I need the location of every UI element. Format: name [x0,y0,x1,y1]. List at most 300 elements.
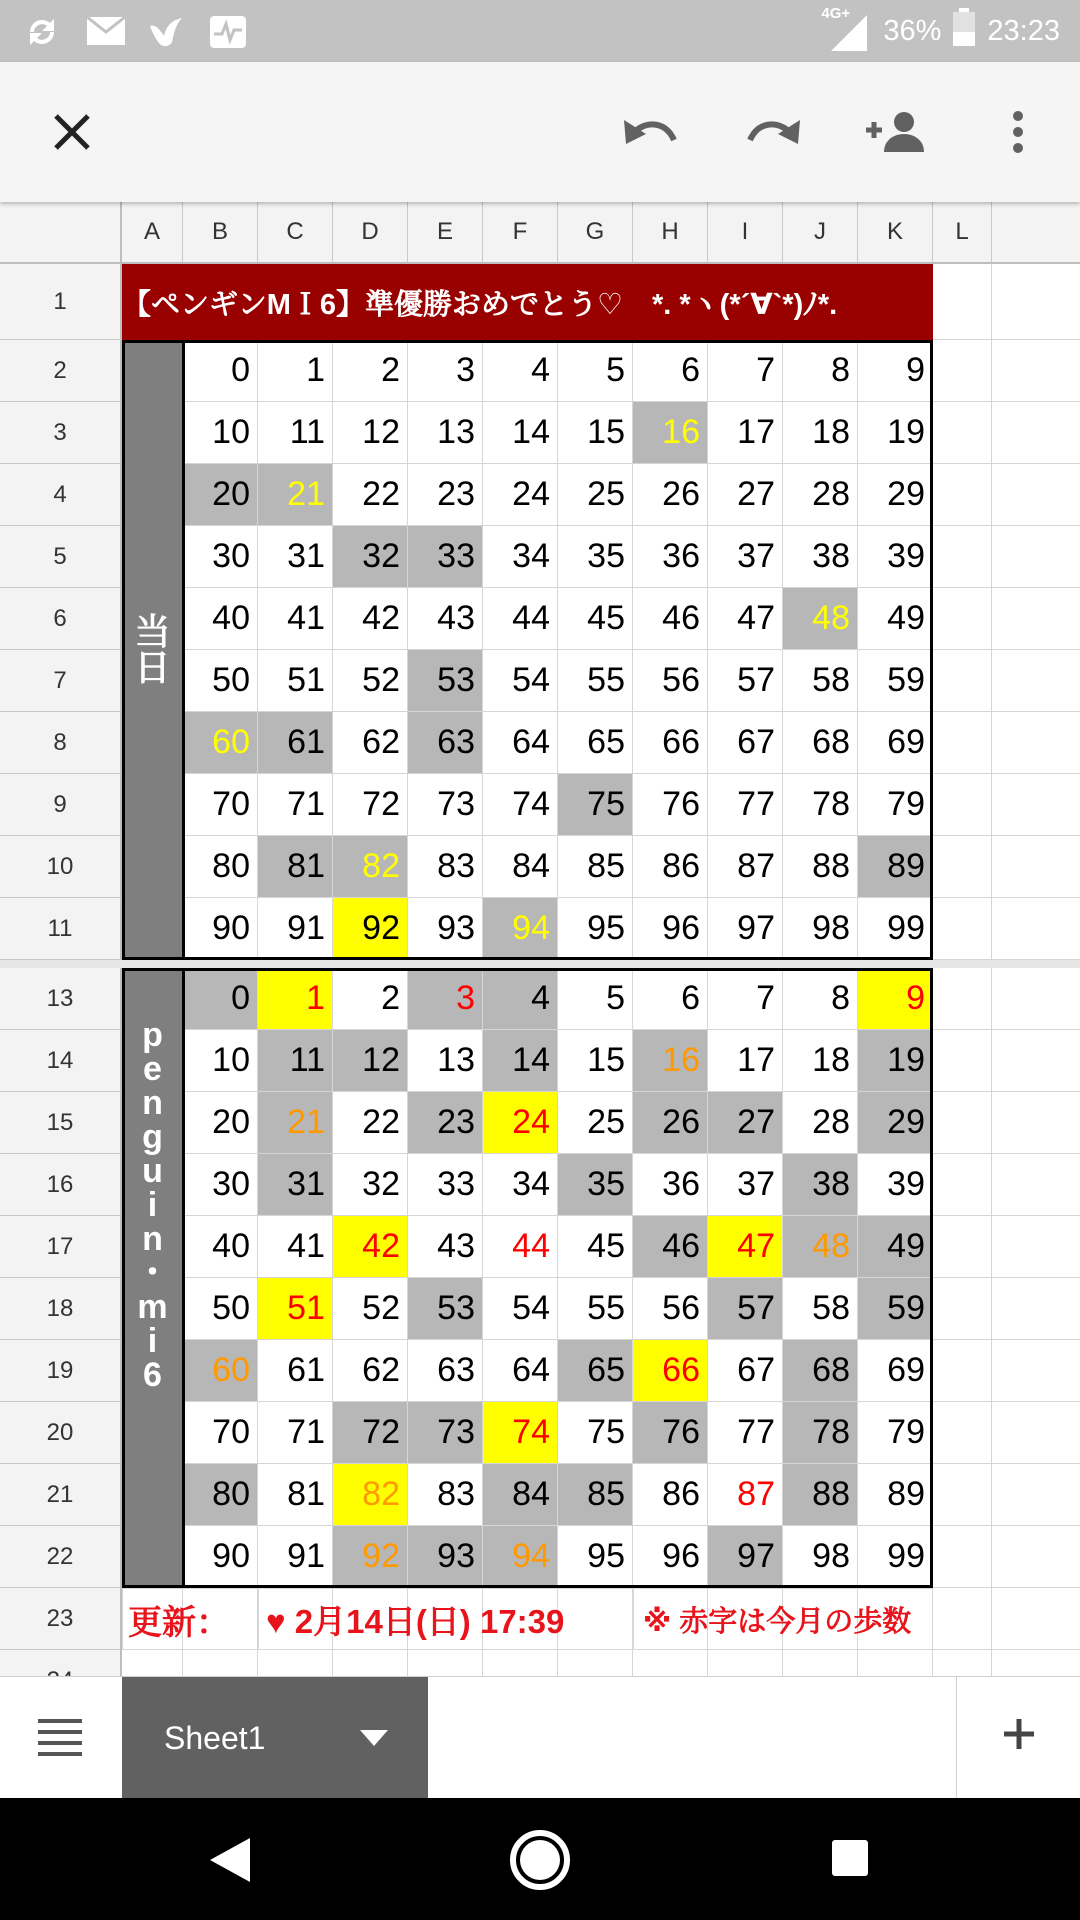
number-cell[interactable]: 9 [858,968,933,1030]
number-cell[interactable]: 11 [258,402,333,464]
number-cell[interactable]: 18 [783,1030,858,1092]
number-cell[interactable]: 72 [333,774,408,836]
number-cell[interactable]: 66 [633,1340,708,1402]
column-header[interactable]: J [783,202,858,264]
number-cell[interactable]: 34 [483,526,558,588]
row-header[interactable]: 2 [0,340,122,402]
row-header[interactable]: 20 [0,1402,122,1464]
number-cell[interactable]: 72 [333,1402,408,1464]
number-cell[interactable]: 33 [408,1154,483,1216]
number-cell[interactable]: 0 [183,968,258,1030]
back-button[interactable] [206,1836,252,1889]
side-label-penguin [122,968,183,1588]
cell[interactable] [933,712,992,774]
number-cell[interactable]: 4 [483,340,558,402]
number-cell[interactable]: 0 [183,340,258,402]
number-cell[interactable]: 19 [858,402,933,464]
number-cell[interactable]: 96 [633,898,708,960]
number-cell[interactable]: 8 [783,340,858,402]
cell[interactable] [933,526,992,588]
number-cell[interactable]: 77 [708,1402,783,1464]
number-cell[interactable]: 32 [333,1154,408,1216]
number-cell[interactable]: 16 [633,1030,708,1092]
row-header[interactable]: 8 [0,712,122,774]
number-cell[interactable]: 28 [783,1092,858,1154]
number-cell[interactable]: 38 [783,526,858,588]
number-cell[interactable]: 45 [558,1216,633,1278]
number-cell[interactable]: 80 [183,836,258,898]
number-cell[interactable]: 1 [258,340,333,402]
number-cell[interactable]: 90 [183,898,258,960]
number-cell[interactable]: 17 [708,402,783,464]
row-header[interactable]: 5 [0,526,122,588]
number-cell[interactable]: 85 [558,836,633,898]
number-cell[interactable]: 31 [258,1154,333,1216]
number-cell[interactable]: 89 [858,836,933,898]
number-cell[interactable]: 70 [183,1402,258,1464]
number-cell[interactable]: 99 [858,1526,933,1588]
number-cell[interactable]: 37 [708,526,783,588]
number-cell[interactable]: 7 [708,340,783,402]
cell[interactable] [933,1030,992,1092]
cell[interactable] [933,1340,992,1402]
number-cell[interactable]: 59 [858,1278,933,1340]
number-cell[interactable]: 63 [408,1340,483,1402]
number-cell[interactable]: 40 [183,1216,258,1278]
number-cell[interactable]: 65 [558,1340,633,1402]
number-cell[interactable]: 61 [258,712,333,774]
number-cell[interactable]: 61 [258,1340,333,1402]
number-cell[interactable]: 55 [558,650,633,712]
cell[interactable] [992,464,1080,526]
number-cell[interactable]: 14 [483,1030,558,1092]
number-cell[interactable]: 20 [183,464,258,526]
cell[interactable] [992,588,1080,650]
number-cell[interactable]: 96 [633,1526,708,1588]
number-cell[interactable]: 34 [483,1154,558,1216]
cell[interactable] [992,526,1080,588]
number-cell[interactable]: 30 [183,526,258,588]
spreadsheet-grid[interactable] [0,202,1080,1676]
redo-button[interactable] [742,100,806,164]
number-cell[interactable]: 84 [483,1464,558,1526]
number-cell[interactable]: 25 [558,1092,633,1154]
number-cell[interactable]: 24 [483,1092,558,1154]
number-cell[interactable]: 77 [708,774,783,836]
number-cell[interactable]: 4 [483,968,558,1030]
number-cell[interactable]: 49 [858,1216,933,1278]
number-cell[interactable]: 15 [558,1030,633,1092]
number-cell[interactable]: 2 [333,968,408,1030]
number-cell[interactable]: 13 [408,402,483,464]
number-cell[interactable]: 95 [558,898,633,960]
number-cell[interactable]: 21 [258,464,333,526]
number-cell[interactable]: 44 [483,588,558,650]
number-cell[interactable]: 3 [408,968,483,1030]
number-cell[interactable]: 58 [783,1278,858,1340]
number-cell[interactable]: 22 [333,464,408,526]
cell[interactable] [933,1526,992,1588]
number-cell[interactable]: 84 [483,836,558,898]
cell[interactable] [933,898,992,960]
number-cell[interactable]: 43 [408,588,483,650]
cell[interactable] [992,968,1080,1030]
number-cell[interactable]: 81 [258,1464,333,1526]
cell[interactable] [933,968,992,1030]
cell[interactable] [992,712,1080,774]
number-cell[interactable]: 70 [183,774,258,836]
number-cell[interactable]: 20 [183,1092,258,1154]
add-sheet-button[interactable] [1002,1717,1036,1751]
number-cell[interactable]: 64 [483,712,558,774]
cell[interactable] [933,1464,992,1526]
cell[interactable] [992,650,1080,712]
number-cell[interactable]: 54 [483,1278,558,1340]
cell[interactable] [933,774,992,836]
number-cell[interactable]: 50 [183,1278,258,1340]
cell[interactable] [992,1154,1080,1216]
number-cell[interactable]: 75 [558,774,633,836]
number-cell[interactable]: 12 [333,402,408,464]
number-cell[interactable]: 51 [258,1278,333,1340]
number-cell[interactable]: 79 [858,1402,933,1464]
row-header[interactable]: 19 [0,1340,122,1402]
cell[interactable] [992,1340,1080,1402]
column-header[interactable]: C [258,202,333,264]
updated-label: 更新： [128,1603,230,1642]
home-button[interactable] [508,1828,572,1897]
number-cell[interactable]: 88 [783,836,858,898]
number-cell[interactable]: 38 [783,1154,858,1216]
number-cell[interactable]: 94 [483,1526,558,1588]
number-cell[interactable]: 42 [333,1216,408,1278]
number-cell[interactable]: 97 [708,1526,783,1588]
number-cell[interactable]: 5 [558,968,633,1030]
row-header[interactable]: 13 [0,968,122,1030]
number-cell[interactable]: 73 [408,774,483,836]
number-cell[interactable]: 71 [258,1402,333,1464]
number-cell[interactable]: 81 [258,836,333,898]
number-cell[interactable]: 67 [708,1340,783,1402]
number-cell[interactable]: 83 [408,836,483,898]
cell[interactable] [933,1402,992,1464]
number-cell[interactable]: 98 [783,1526,858,1588]
column-header[interactable]: I [708,202,783,264]
cell[interactable] [992,402,1080,464]
undo-button[interactable] [618,100,682,164]
column-header[interactable]: K [858,202,933,264]
number-cell[interactable]: 49 [858,588,933,650]
number-cell[interactable]: 27 [708,1092,783,1154]
number-cell[interactable]: 53 [408,650,483,712]
number-cell[interactable]: 39 [858,1154,933,1216]
number-cell[interactable]: 36 [633,1154,708,1216]
number-cell[interactable]: 91 [258,1526,333,1588]
row-header[interactable]: 7 [0,650,122,712]
number-cell[interactable]: 48 [783,1216,858,1278]
cell[interactable] [992,1402,1080,1464]
number-cell[interactable]: 25 [558,464,633,526]
number-cell[interactable]: 52 [333,650,408,712]
cell[interactable] [992,774,1080,836]
cell[interactable] [933,836,992,898]
number-cell[interactable]: 51 [258,650,333,712]
number-cell[interactable]: 69 [858,712,933,774]
more-options-button[interactable] [986,100,1050,164]
sync-icon [22,12,62,57]
number-cell[interactable]: 98 [783,898,858,960]
number-cell[interactable]: 27 [708,464,783,526]
number-cell[interactable]: 19 [858,1030,933,1092]
number-cell[interactable]: 7 [708,968,783,1030]
row-header[interactable]: 23 [0,1588,122,1650]
number-cell[interactable]: 33 [408,526,483,588]
number-cell[interactable]: 89 [858,1464,933,1526]
cell[interactable] [992,898,1080,960]
number-cell[interactable]: 41 [258,588,333,650]
row-header[interactable]: 1 [0,264,122,340]
column-header[interactable]: A [122,202,183,264]
row-header[interactable]: 14 [0,1030,122,1092]
cell[interactable] [992,1464,1080,1526]
number-cell[interactable]: 57 [708,1278,783,1340]
number-cell[interactable]: 74 [483,774,558,836]
number-cell[interactable]: 62 [333,1340,408,1402]
dropdown-arrow-icon[interactable] [360,1730,388,1746]
recents-button[interactable] [830,1838,870,1883]
number-cell[interactable]: 3 [408,340,483,402]
number-cell[interactable]: 37 [708,1154,783,1216]
number-cell[interactable]: 76 [633,774,708,836]
number-cell[interactable]: 54 [483,650,558,712]
cell[interactable] [933,340,992,402]
number-cell[interactable]: 62 [333,712,408,774]
number-cell[interactable]: 29 [858,1092,933,1154]
sheet-list-button[interactable] [38,1717,82,1759]
number-cell[interactable]: 80 [183,1464,258,1526]
number-cell[interactable]: 73 [408,1402,483,1464]
cell[interactable] [933,588,992,650]
number-cell[interactable]: 86 [633,1464,708,1526]
number-cell[interactable]: 93 [408,1526,483,1588]
number-cell[interactable]: 22 [333,1092,408,1154]
number-cell[interactable]: 60 [183,1340,258,1402]
number-cell[interactable]: 40 [183,588,258,650]
number-cell[interactable]: 45 [558,588,633,650]
number-cell[interactable]: 95 [558,1526,633,1588]
number-cell[interactable]: 29 [858,464,933,526]
number-cell[interactable]: 82 [333,836,408,898]
cell[interactable] [933,402,992,464]
cell[interactable] [933,1092,992,1154]
number-cell[interactable]: 47 [708,588,783,650]
row-header[interactable]: 16 [0,1154,122,1216]
number-cell[interactable]: 6 [633,968,708,1030]
number-cell[interactable]: 21 [258,1092,333,1154]
cell[interactable] [992,1526,1080,1588]
number-cell[interactable]: 10 [183,402,258,464]
number-cell[interactable]: 90 [183,1526,258,1588]
number-cell[interactable]: 18 [783,402,858,464]
number-cell[interactable]: 39 [858,526,933,588]
number-cell[interactable]: 43 [408,1216,483,1278]
cell[interactable] [933,1278,992,1340]
cell[interactable] [992,1278,1080,1340]
cell[interactable] [933,1154,992,1216]
row-header[interactable]: 6 [0,588,122,650]
number-cell[interactable]: 12 [333,1030,408,1092]
number-cell[interactable]: 24 [483,464,558,526]
close-button[interactable] [40,100,104,164]
footer-cell-border [633,1588,933,1650]
number-cell[interactable]: 74 [483,1402,558,1464]
row-header[interactable]: 17 [0,1216,122,1278]
column-header[interactable]: B [183,202,258,264]
cell[interactable] [933,1216,992,1278]
number-cell[interactable]: 41 [258,1216,333,1278]
number-cell[interactable]: 69 [858,1340,933,1402]
share-button[interactable] [864,100,928,164]
number-cell[interactable]: 36 [633,526,708,588]
number-cell[interactable]: 56 [633,1278,708,1340]
cell[interactable] [992,836,1080,898]
number-cell[interactable]: 87 [708,1464,783,1526]
number-cell[interactable]: 35 [558,526,633,588]
number-cell[interactable]: 57 [708,650,783,712]
number-cell[interactable]: 99 [858,898,933,960]
number-cell[interactable]: 92 [333,1526,408,1588]
number-cell[interactable]: 59 [858,650,933,712]
column-header[interactable]: E [408,202,483,264]
row-header[interactable]: 10 [0,836,122,898]
number-cell[interactable]: 44 [483,1216,558,1278]
number-cell[interactable]: 52 [333,1278,408,1340]
number-cell[interactable]: 28 [783,464,858,526]
number-cell[interactable]: 63 [408,712,483,774]
number-cell[interactable]: 11 [258,1030,333,1092]
cell[interactable] [992,340,1080,402]
number-cell[interactable]: 87 [708,836,783,898]
number-cell[interactable]: 23 [408,1092,483,1154]
number-cell[interactable]: 93 [408,898,483,960]
cell[interactable] [933,650,992,712]
number-cell[interactable]: 6 [633,340,708,402]
row-header[interactable]: 11 [0,898,122,960]
number-cell[interactable]: 91 [258,898,333,960]
number-cell[interactable]: 23 [408,464,483,526]
cell[interactable] [992,1030,1080,1092]
cell[interactable] [933,1588,992,1650]
number-cell[interactable]: 15 [558,402,633,464]
number-cell[interactable]: 13 [408,1030,483,1092]
title-banner[interactable]: 【ペンギンMＩ6】準優勝おめでとう♡ *. *ヽ(*´∀`*)ﾉ*. [122,264,933,340]
number-cell[interactable]: 47 [708,1216,783,1278]
number-cell[interactable]: 79 [858,774,933,836]
cell[interactable] [933,464,992,526]
cell[interactable] [992,1216,1080,1278]
sheet-tab[interactable] [122,1677,428,1799]
number-cell[interactable]: 71 [258,774,333,836]
number-cell[interactable]: 26 [633,464,708,526]
number-cell[interactable]: 35 [558,1154,633,1216]
number-cell[interactable]: 14 [483,402,558,464]
number-cell[interactable]: 88 [783,1464,858,1526]
number-cell[interactable]: 30 [183,1154,258,1216]
number-cell[interactable]: 68 [783,1340,858,1402]
number-cell[interactable]: 5 [558,340,633,402]
number-cell[interactable]: 50 [183,650,258,712]
row-header[interactable]: 18 [0,1278,122,1340]
row-header[interactable]: 22 [0,1526,122,1588]
number-cell[interactable]: 16 [633,402,708,464]
number-cell[interactable]: 78 [783,774,858,836]
number-cell[interactable]: 46 [633,588,708,650]
number-cell[interactable]: 66 [633,712,708,774]
number-cell[interactable]: 60 [183,712,258,774]
number-cell[interactable]: 75 [558,1402,633,1464]
footer-cell-border [122,1588,258,1650]
number-cell[interactable]: 1 [258,968,333,1030]
select-all-corner[interactable] [0,202,122,264]
number-cell[interactable]: 78 [783,1402,858,1464]
column-header[interactable]: F [483,202,558,264]
number-cell[interactable]: 17 [708,1030,783,1092]
row-header[interactable]: 4 [0,464,122,526]
legend-note: ※ 赤字は今月の歩数 [643,1605,912,1638]
number-cell[interactable]: 97 [708,898,783,960]
number-cell[interactable]: 86 [633,836,708,898]
number-cell[interactable]: 76 [633,1402,708,1464]
column-header[interactable]: L [933,202,992,264]
number-cell[interactable]: 94 [483,898,558,960]
column-header[interactable]: D [333,202,408,264]
number-cell[interactable]: 56 [633,650,708,712]
row-header[interactable]: 3 [0,402,122,464]
column-header[interactable]: H [633,202,708,264]
number-cell[interactable]: 83 [408,1464,483,1526]
number-cell[interactable]: 53 [408,1278,483,1340]
number-cell[interactable]: 55 [558,1278,633,1340]
number-cell[interactable]: 92 [333,898,408,960]
number-cell[interactable]: 46 [633,1216,708,1278]
number-cell[interactable]: 31 [258,526,333,588]
number-cell[interactable]: 48 [783,588,858,650]
number-cell[interactable]: 2 [333,340,408,402]
number-cell[interactable]: 82 [333,1464,408,1526]
number-cell[interactable]: 67 [708,712,783,774]
number-cell[interactable]: 58 [783,650,858,712]
number-cell[interactable]: 42 [333,588,408,650]
cell[interactable] [992,1092,1080,1154]
number-cell[interactable]: 32 [333,526,408,588]
row-header[interactable]: 15 [0,1092,122,1154]
number-cell[interactable]: 68 [783,712,858,774]
number-cell[interactable]: 65 [558,712,633,774]
number-cell[interactable]: 85 [558,1464,633,1526]
number-cell[interactable]: 9 [858,340,933,402]
number-cell[interactable]: 26 [633,1092,708,1154]
cell[interactable] [992,264,1080,340]
row-header[interactable]: 9 [0,774,122,836]
number-cell[interactable]: 10 [183,1030,258,1092]
navigation-bar [0,1798,1080,1920]
number-cell[interactable]: 8 [783,968,858,1030]
cell[interactable] [933,264,992,340]
row-header[interactable]: 21 [0,1464,122,1526]
cell[interactable] [992,1588,1080,1650]
column-header[interactable]: G [558,202,633,264]
number-cell[interactable]: 64 [483,1340,558,1402]
